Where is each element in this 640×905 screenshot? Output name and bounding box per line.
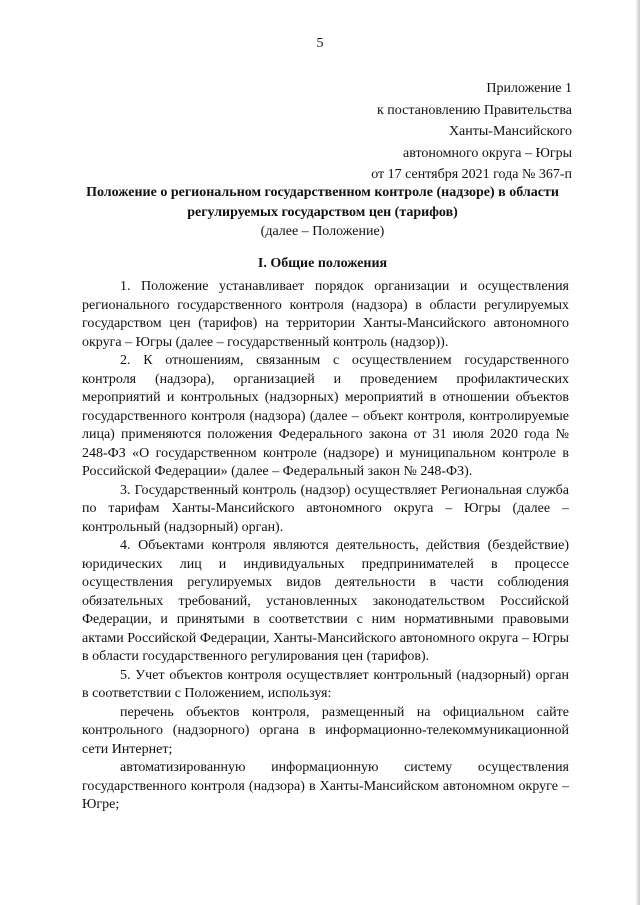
- paragraph-5-item-2: автоматизированную информационную систему осуществления государственного контроля (надзора) в Ханты-Мансийском автономном округе – Югре;: [82, 760, 569, 812]
- section-heading: I. Общие положения: [257, 256, 388, 271]
- document-body: [82, 278, 569, 815]
- appendix-block: [371, 78, 572, 186]
- paragraph-5: 5. Учет объектов контроля осуществляет контрольный (надзорный) орган в соответствии с Положением, используя:: [82, 667, 569, 701]
- paragraph-4: 4. Объектами контроля являются деятельность, действия (бездействие) юридических лиц и индивидуальных предпринимателей в процессе осуществления регулируемых видов деятельности в части соблюдения обязательных требований, установленных законодательством Российской Федерации, и принятыми в соответствии с ним нормативными правовыми актами Российской Федерации, Ханты-Мансийского автономного округа – Югры в области государственного регулирования цен (тарифов).: [82, 538, 569, 664]
- document-subtitle: (далее – Положение): [260, 224, 385, 239]
- appendix-line-4: автономного округа – Югры: [403, 145, 572, 161]
- paragraph-3: 3. Государственный контроль (надзор) осуществляет Региональная служба по тарифам Ханты-Мансийского автономного округа – Югры (далее – контрольный (надзорный) орган).: [82, 482, 569, 535]
- paragraph-2: 2. К отношениям, связанным с осуществлением государственного контроля (надзора), организацией и проведением профилактических мероприятий и контрольных (надзорных) мероприятий в отношении объектов государственного контроля (надзора) (далее – объект контроля, контролируемые лица) применяются положения Федерального закона от 31 июля 2020 года № 248-ФЗ «О государственном контроле (надзоре) и муниципальном контроле в Российской Федерации» (далее – Федеральный закон № 248-ФЗ).: [82, 353, 569, 479]
- paragraph-5-item-1: перечень объектов контроля, размещенный на официальном сайте контрольного (надзорного) органа в информационно-телекоммуникационной сети Интернет;: [82, 704, 569, 757]
- appendix-line-5: от 17 сентября 2021 года № 367-п: [371, 167, 572, 182]
- appendix-line-3: Ханты-Мансийского: [448, 124, 572, 139]
- page-number: 5: [316, 36, 324, 51]
- document-title: Положение о региональном государственном контроле (надзоре) в области регулируемых государством цен (тарифов): [86, 185, 559, 220]
- appendix-line-2: к постановлению Правительства: [376, 102, 572, 118]
- appendix-line-1: Приложение 1: [486, 81, 572, 96]
- scan-edge-shadow: [636, 0, 640, 905]
- paragraph-1: 1. Положение устанавливает порядок организации и осуществления регионального государственного контроля (надзора) в области регулируемых государством цен (тарифов) на территории Ханты-Мансийского автономного округа – Югры (далее – государственный контроль (надзор)).: [82, 279, 569, 350]
